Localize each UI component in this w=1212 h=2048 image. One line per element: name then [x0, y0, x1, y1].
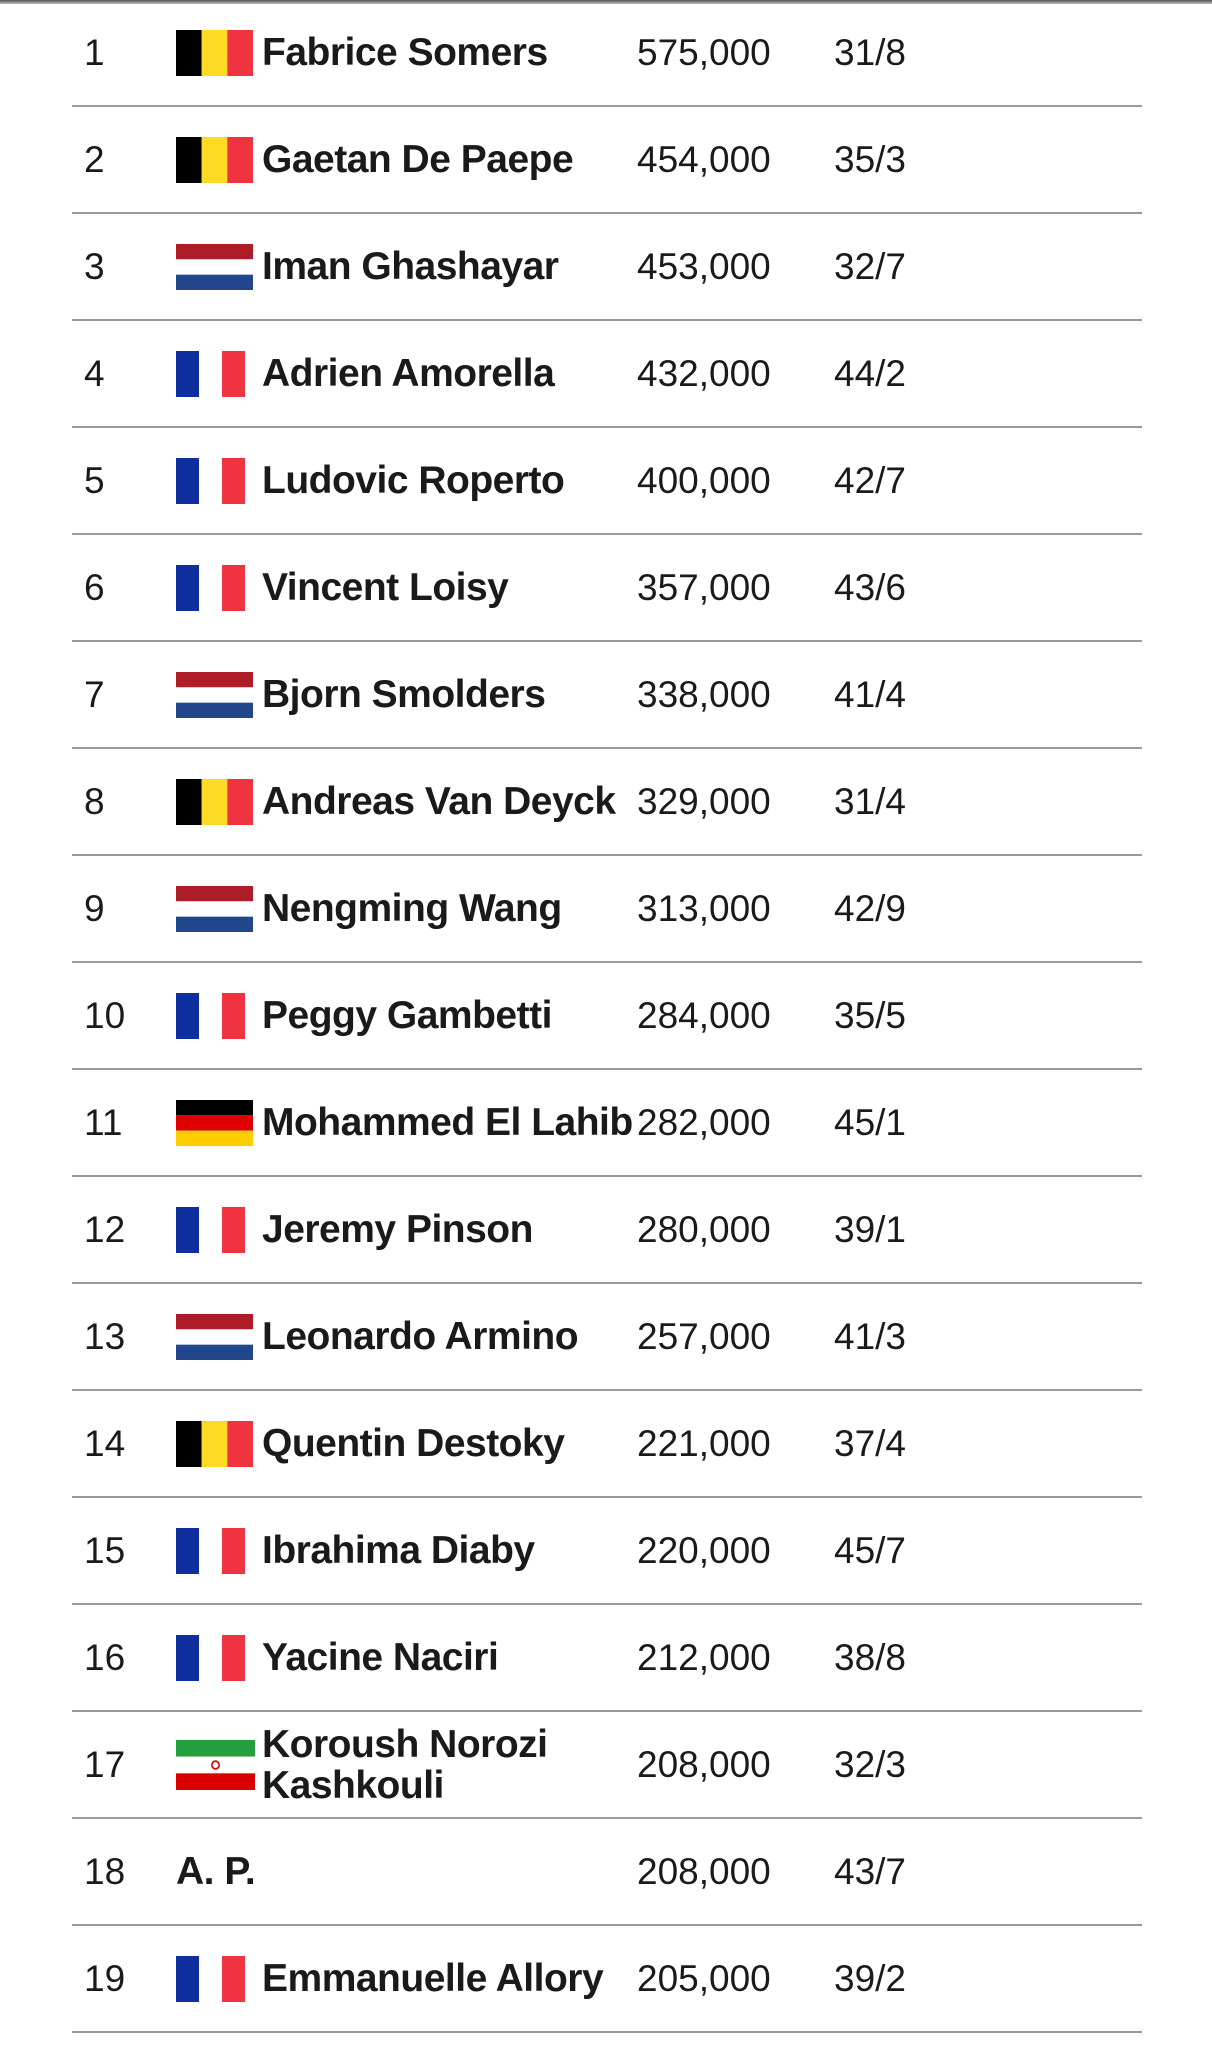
iran-flag [176, 1712, 256, 1817]
rank-number: 14 [84, 1422, 126, 1464]
player-name: Yacine Naciri [262, 1636, 499, 1679]
france-flag [176, 428, 256, 533]
winnings-amount: 313,000 [637, 887, 771, 929]
winnings-amount: 221,000 [637, 1422, 771, 1464]
france-flag [176, 1605, 256, 1710]
stats-ratio: 43/7 [834, 1850, 907, 1892]
player-name: Nengming Wang [262, 887, 562, 930]
rank-number: 11 [84, 1101, 123, 1143]
stats-ratio: 41/4 [834, 673, 907, 715]
winnings-amount: 453,000 [637, 245, 771, 287]
france-flag [176, 321, 256, 426]
stats-ratio: 31/4 [834, 780, 907, 822]
table-row [72, 321, 1142, 428]
winnings-amount: 329,000 [637, 780, 771, 822]
winnings-amount: 212,000 [637, 1636, 771, 1678]
netherlands-flag [176, 214, 256, 319]
france-flag [176, 535, 256, 640]
player-name: Quentin Destoky [262, 1422, 565, 1465]
player-name: Leonardo Armino [262, 1315, 579, 1358]
rank-number: 1 [84, 31, 105, 73]
player-name: Emmanuelle Allory [262, 1957, 604, 2000]
rank-number: 15 [84, 1529, 126, 1571]
table-row [72, 749, 1142, 856]
winnings-amount: 208,000 [637, 1850, 771, 1892]
rank-number: 4 [84, 352, 105, 394]
belgium-flag [176, 0, 256, 105]
player-name: Adrien Amorella [262, 352, 555, 395]
winnings-amount: 400,000 [637, 459, 771, 501]
stats-ratio: 42/9 [834, 887, 907, 929]
rank-number: 3 [84, 245, 105, 287]
stats-ratio: 35/5 [834, 994, 907, 1036]
rank-number: 7 [84, 673, 105, 715]
france-flag [176, 1926, 256, 2031]
winnings-amount: 454,000 [637, 138, 771, 180]
table-row [72, 1070, 1142, 1177]
player-name: A. P. [176, 1850, 256, 1893]
winnings-amount: 205,000 [637, 1957, 771, 1999]
table-row [72, 214, 1142, 321]
rank-number: 16 [84, 1636, 126, 1678]
rank-number: 6 [84, 566, 105, 608]
winnings-amount: 284,000 [637, 994, 771, 1036]
table-row [72, 1391, 1142, 1498]
stats-ratio: 45/1 [834, 1101, 907, 1143]
rank-number: 19 [84, 1957, 126, 1999]
belgium-flag [176, 107, 256, 212]
stats-ratio: 43/6 [834, 566, 907, 608]
stats-ratio: 35/3 [834, 138, 907, 180]
table-row [72, 107, 1142, 214]
netherlands-flag [176, 642, 256, 747]
stats-ratio: 38/8 [834, 1636, 907, 1678]
stats-ratio: 39/2 [834, 1957, 907, 1999]
rank-number: 13 [84, 1315, 126, 1357]
rank-number: 12 [84, 1208, 126, 1250]
france-flag [176, 1177, 256, 1282]
table-row [72, 428, 1142, 535]
rank-number: 8 [84, 780, 105, 822]
table-row [72, 642, 1142, 749]
rank-number: 9 [84, 887, 105, 929]
winnings-amount: 432,000 [637, 352, 771, 394]
table-row [72, 1284, 1142, 1391]
player-name: Ludovic Roperto [262, 459, 565, 502]
stats-ratio: 31/8 [834, 31, 907, 73]
table-row [72, 963, 1142, 1070]
player-name: Bjorn Smolders [262, 673, 546, 716]
stats-ratio: 45/7 [834, 1529, 907, 1571]
germany-flag [176, 1070, 256, 1175]
rank-number: 10 [84, 994, 126, 1036]
winnings-amount: 282,000 [637, 1101, 771, 1143]
player-name: Fabrice Somers [262, 31, 548, 74]
table-row [72, 1712, 1142, 1819]
table-row [72, 1177, 1142, 1284]
winnings-amount: 280,000 [637, 1208, 771, 1250]
player-name: Peggy Gambetti [262, 994, 552, 1037]
france-flag [176, 1498, 256, 1603]
stats-ratio: 32/7 [834, 245, 907, 287]
stats-ratio: 42/7 [834, 459, 907, 501]
player-name: Iman Ghashayar [262, 245, 559, 288]
player-name: Mohammed El Lahib [262, 1101, 633, 1144]
table-row [72, 1819, 1142, 1926]
winnings-amount: 208,000 [637, 1743, 771, 1785]
player-name: Ibrahima Diaby [262, 1529, 535, 1572]
belgium-flag [176, 749, 256, 854]
winnings-amount: 575,000 [637, 31, 771, 73]
rank-number: 2 [84, 138, 105, 180]
table-row [72, 1926, 1142, 2033]
stats-ratio: 39/1 [834, 1208, 907, 1250]
player-name: Andreas Van Deyck [262, 780, 616, 823]
table-row [72, 1498, 1142, 1605]
player-name: Koroush Norozi Kashkouli [262, 1722, 548, 1807]
winnings-amount: 338,000 [637, 673, 771, 715]
player-name: Jeremy Pinson [262, 1208, 533, 1251]
france-flag [176, 963, 256, 1068]
netherlands-flag [176, 856, 256, 961]
rank-number: 18 [84, 1850, 126, 1892]
stats-ratio: 41/3 [834, 1315, 907, 1357]
stats-ratio: 32/3 [834, 1743, 907, 1785]
winnings-amount: 357,000 [637, 566, 771, 608]
table-row [72, 856, 1142, 963]
winnings-amount: 257,000 [637, 1315, 771, 1357]
stats-ratio: 37/4 [834, 1422, 907, 1464]
player-name: Gaetan De Paepe [262, 138, 574, 181]
table-row [72, 0, 1142, 107]
ranking-table [72, 0, 1142, 2033]
netherlands-flag [176, 1284, 256, 1389]
table-row [72, 1605, 1142, 1712]
table-row [72, 535, 1142, 642]
belgium-flag [176, 1391, 256, 1496]
rank-number: 17 [84, 1743, 126, 1785]
rank-number: 5 [84, 459, 105, 501]
winnings-amount: 220,000 [637, 1529, 771, 1571]
stats-ratio: 44/2 [834, 352, 907, 394]
player-name: Vincent Loisy [262, 566, 509, 609]
